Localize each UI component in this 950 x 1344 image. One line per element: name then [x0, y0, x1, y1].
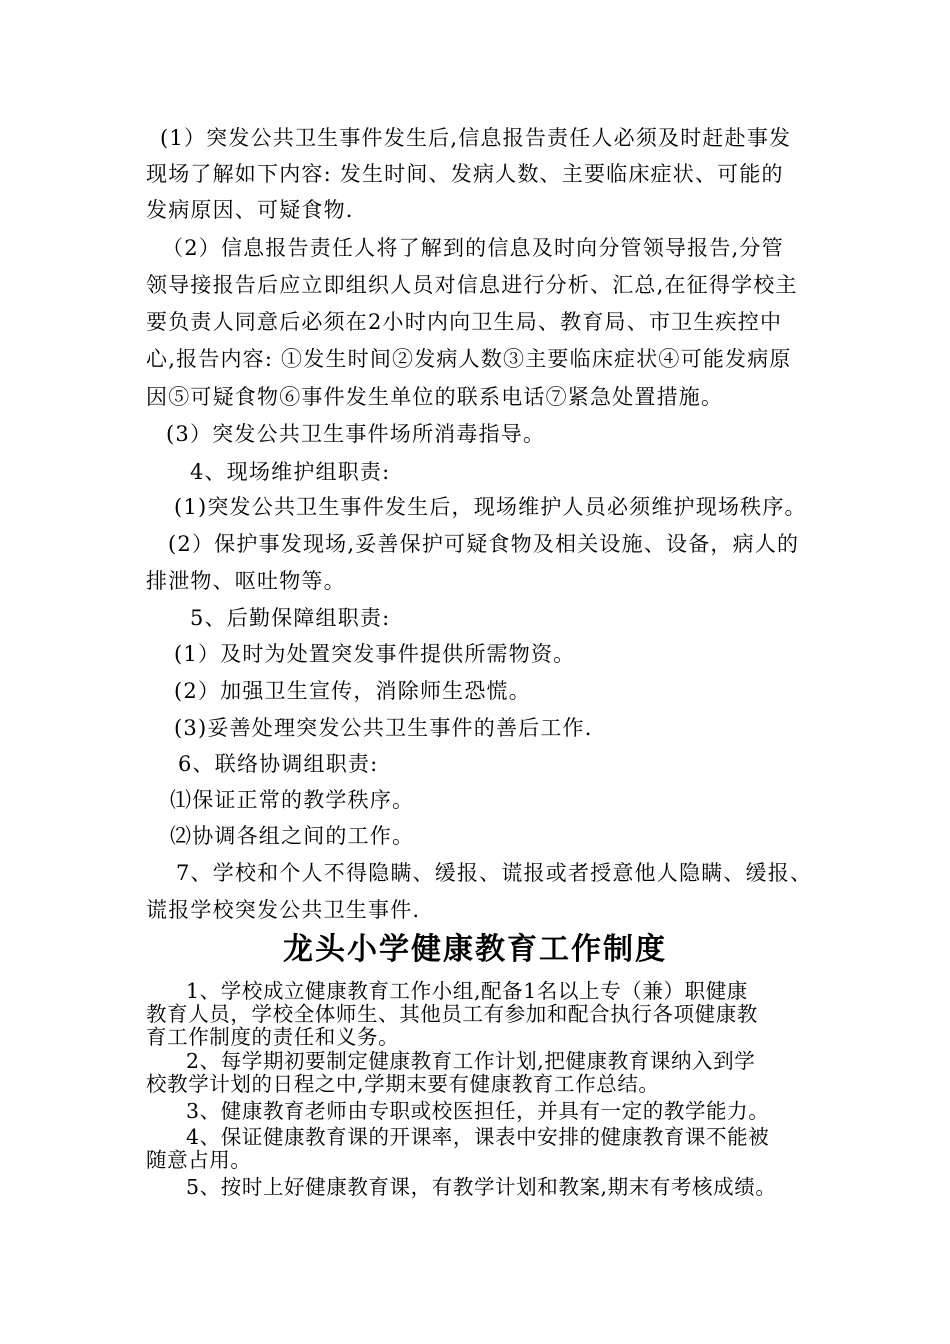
paragraph-line: 发病原因、可疑食物. — [146, 198, 354, 222]
paragraph-line: 1、学校成立健康教育工作小组,配备1名以上专（兼）职健康 — [186, 979, 748, 1003]
subheading-logistics: 5、后勤保障组职责: — [190, 606, 391, 630]
paragraph-line: 领导接报告后应立即组织人员对信息进行分析、汇总,在征得学校主 — [146, 273, 798, 297]
paragraph-line: 谎报学校突发公共卫生事件. — [146, 898, 421, 922]
paragraph-line: 4、保证健康教育课的开课率，课表中安排的健康教育课不能被 — [186, 1125, 770, 1149]
paragraph-line: (1)突发公共卫生事件发生后，现场维护人员必须维护现场秩序。 — [174, 495, 807, 519]
paragraph-line: (1）及时为处置突发事件提供所需物资。 — [174, 642, 576, 666]
paragraph-line: 排泄物、呕吐物等。 — [146, 569, 346, 593]
document-title: 龙头小学健康教育工作制度 — [283, 932, 667, 967]
paragraph-line: 3、健康教育老师由专职或校医担任，并具有一定的教学能力。 — [186, 1099, 770, 1123]
paragraph-line: 因⑤可疑食物⑥事件发生单位的联系电话⑦紧急处置措施。 — [146, 385, 724, 409]
paragraph-line: (2）加强卫生宣传，消除师生恐慌。 — [174, 679, 531, 703]
paragraph-line: （2）信息报告责任人将了解到的信息及时向分管领导报告,分管 — [162, 236, 784, 260]
paragraph-line: 5、按时上好健康教育课，有教学计划和教案,期末有考核成绩。 — [186, 1175, 777, 1199]
paragraph-line: 2、每学期初要制定健康教育工作计划,把健康教育课纳入到学 — [186, 1049, 756, 1073]
paragraph-line: 育工作制度的责任和义务。 — [146, 1025, 400, 1049]
paragraph-line: 随意占用。 — [146, 1148, 252, 1172]
paragraph-line: 7、学校和个人不得隐瞒、缓报、谎报或者授意他人隐瞒、缓报、 — [176, 861, 813, 885]
paragraph-line: 要负责人同意后必须在2小时内向卫生局、教育局、市卫生疾控中 — [146, 310, 783, 334]
paragraph-line: (2）保护事发现场,妥善保护可疑食物及相关设施、设备，病人的 — [168, 532, 800, 556]
paragraph-line: 教育人员，学校全体师生、其他员工有参加和配合执行各项健康教 — [146, 1002, 758, 1026]
paragraph-line: ⑴保证正常的教学秩序。 — [170, 788, 415, 812]
paragraph-line: ⑵协调各组之间的工作。 — [170, 824, 415, 848]
paragraph-line: 校教学计划的日程之中,学期末要有健康教育工作总结。 — [146, 1072, 660, 1096]
paragraph-line: 现场了解如下内容: 发生时间、发病人数、主要临床症状、可能的 — [146, 162, 784, 186]
paragraph-line: (3)妥善处理突发公共卫生事件的善后工作. — [174, 716, 593, 740]
subheading-coordination: 6、联络协调组职责: — [178, 752, 379, 776]
paragraph-line: 心,报告内容: ①发生时间②发病人数③主要临床症状④可能发病原 — [146, 347, 792, 371]
paragraph-line: (1）突发公共卫生事件发生后,信息报告责任人必须及时赶赴事发 — [160, 126, 792, 150]
paragraph-line: (3）突发公共卫生事件场所消毒指导。 — [166, 422, 546, 446]
subheading-site-maintenance: 4、现场维护组职责: — [190, 460, 391, 484]
